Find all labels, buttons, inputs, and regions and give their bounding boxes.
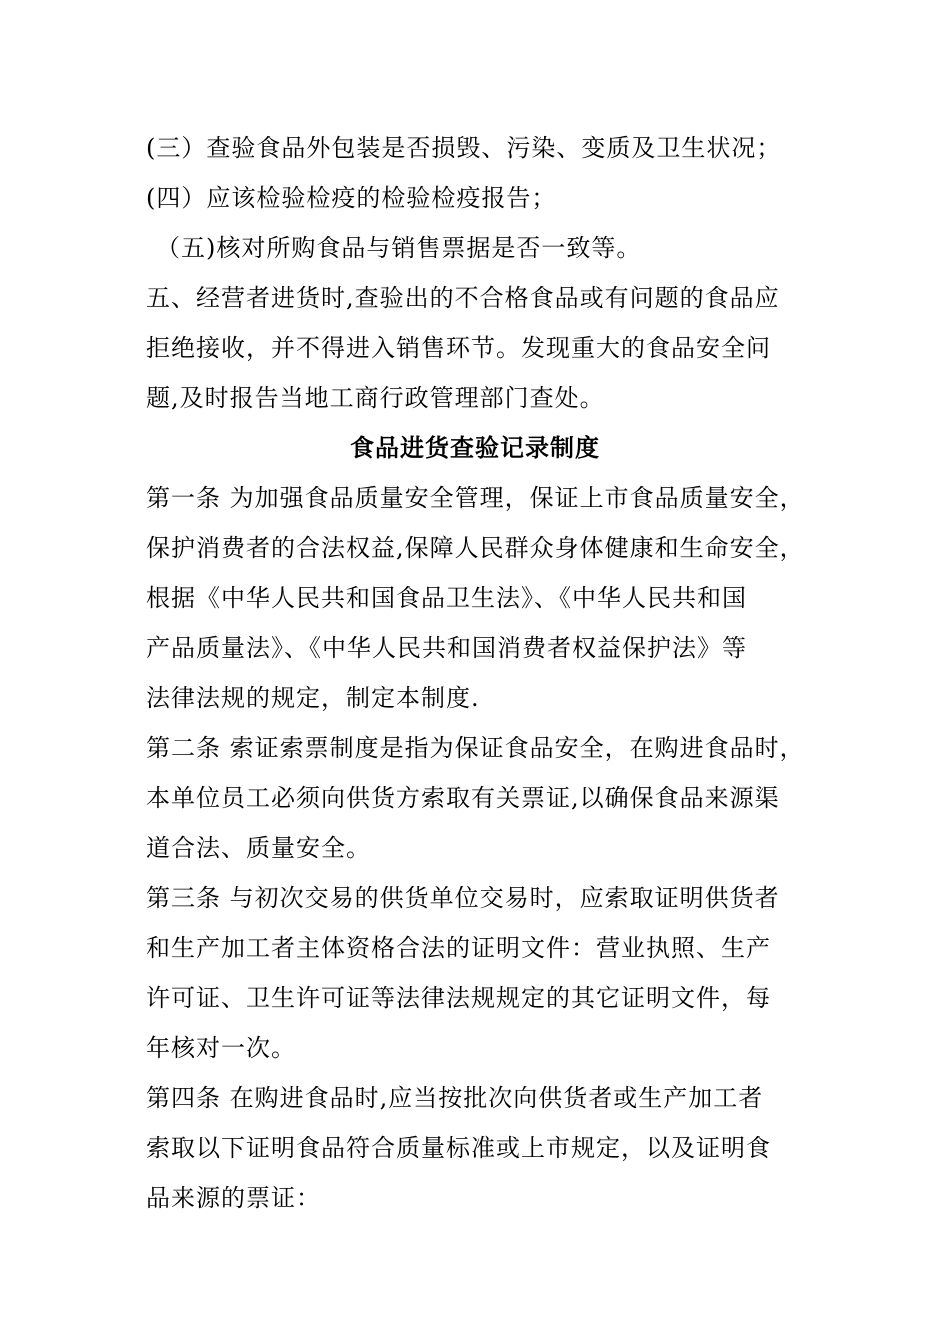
text-line: (四）应该检验检疫的检验检疫报告； xyxy=(146,184,557,212)
text-line: 根据《中华人民共和国食品卫生法》、《中华人民共和国 xyxy=(146,584,747,612)
text-line: 五、经营者进货时,查验出的不合格食品或有问题的食品应 xyxy=(146,284,780,312)
text-line: 拒绝接收，并不得进入销售环节。发现重大的食品安全问 xyxy=(146,334,771,362)
section-title: 食品进货查验记录制度 xyxy=(350,433,600,462)
text-line: 第四条 在购进食品时,应当按批次向供货者或生产加工者 xyxy=(146,1084,764,1112)
text-line: 索取以下证明食品符合质量标准或上市规定，以及证明食 xyxy=(146,1134,771,1162)
text-line: 第一条 为加强食品质量安全管理，保证上市食品质量安全， xyxy=(146,484,805,512)
text-line: 第三条 与初次交易的供货单位交易时，应索取证明供货者 xyxy=(146,884,780,912)
text-line: 产品质量法》、《中华人民共和国消费者权益保护法》等 xyxy=(146,634,747,662)
text-line: 道合法、质量安全。 xyxy=(146,834,371,862)
text-line: （五)核对所购食品与销售票据是否一致等。 xyxy=(156,234,642,262)
text-line: 法律法规的规定，制定本制度. xyxy=(146,684,480,712)
text-line: 保护消费者的合法权益,保障人民群众身体健康和生命安全， xyxy=(146,534,805,562)
text-line: 年核对一次。 xyxy=(146,1034,296,1062)
text-line: 题,及时报告当地工商行政管理部门查处。 xyxy=(146,384,605,412)
text-line: (三）查验食品外包装是否损毁、污染、变质及卫生状况； xyxy=(146,134,782,162)
text-line: 许可证、卫生许可证等法律法规规定的其它证明文件，每 xyxy=(146,984,771,1012)
text-line: 本单位员工必须向供货方索取有关票证,以确保食品来源渠 xyxy=(146,784,780,812)
text-line: 品来源的票证： xyxy=(146,1184,321,1212)
text-line: 第二条 索证索票制度是指为保证食品安全，在购进食品时， xyxy=(146,734,805,762)
text-line: 和生产加工者主体资格合法的证明文件：营业执照、生产 xyxy=(146,934,771,962)
